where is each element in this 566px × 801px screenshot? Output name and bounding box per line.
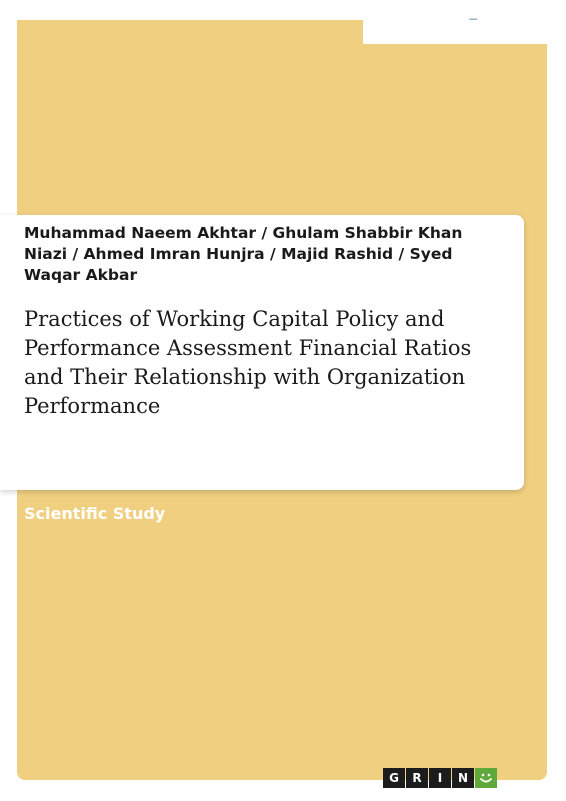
logo-letter-n: N	[452, 768, 474, 788]
book-title: Practices of Working Capital Policy and Performance Assessment Financial Ratios and Their Relationship with Organization Performance	[24, 307, 472, 418]
logo-letter-i: I	[429, 768, 451, 788]
genre-label: Scientific Study	[24, 504, 166, 523]
grin-logo	[383, 768, 497, 788]
smiley-icon	[475, 768, 497, 788]
title-card	[0, 215, 524, 490]
author-list: Muhammad Naeem Akhtar / Ghulam Shabbir Khan Niazi / Ahmed Imran Hunjra / Majid Rashid / Syed Waqar Akbar	[24, 224, 463, 284]
cover-notch	[363, 20, 547, 44]
cover-tab	[17, 20, 363, 44]
logo-letter-r: R	[406, 768, 428, 788]
logo-letter-g: G	[383, 768, 405, 788]
